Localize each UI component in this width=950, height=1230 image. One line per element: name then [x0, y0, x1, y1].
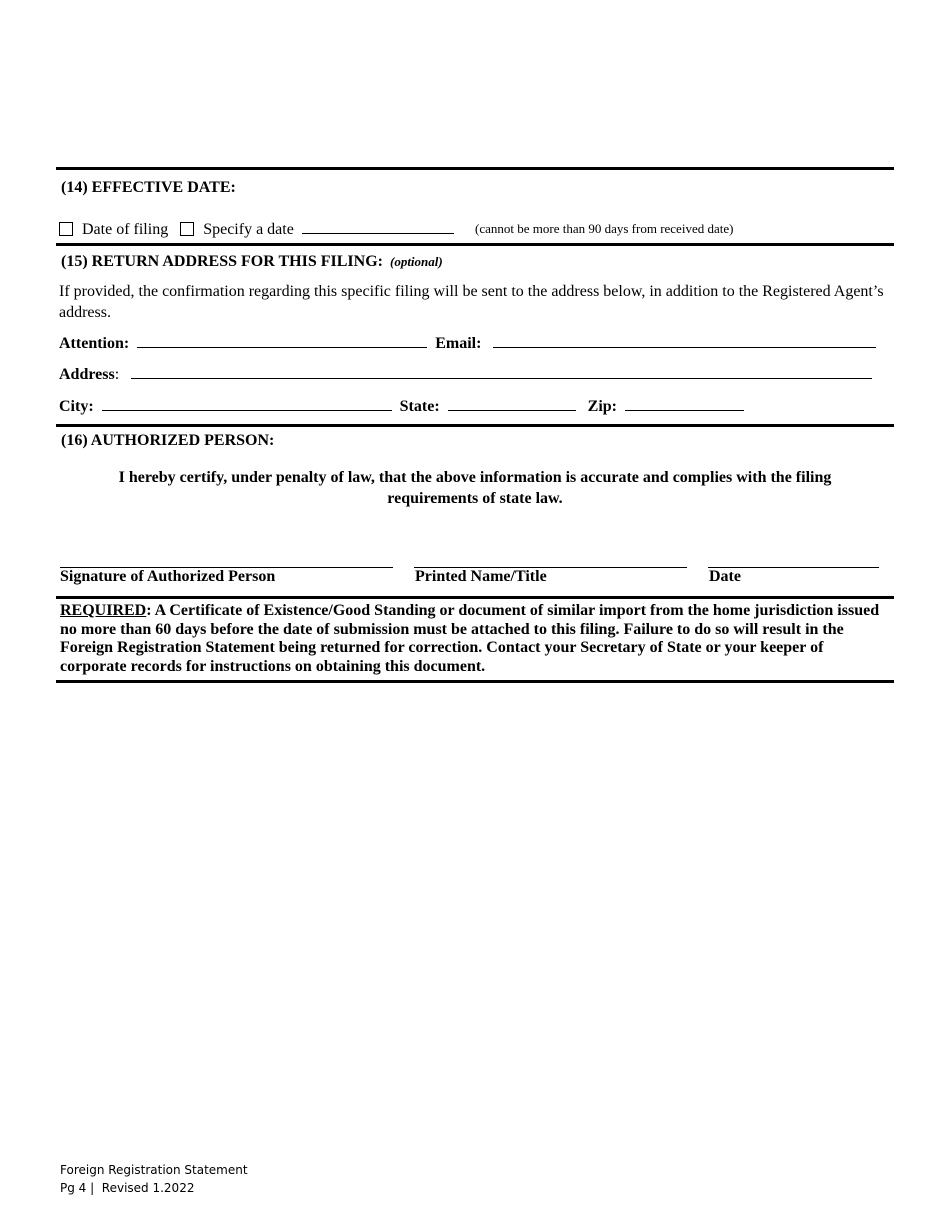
footer-form-name: Foreign Registration Statement [60, 1163, 248, 1177]
address-colon: : [114, 366, 120, 383]
attention-row [59, 333, 876, 354]
return-address-heading [61, 252, 443, 272]
authorized-person-heading: (16) AUTHORIZED PERSON: [61, 432, 275, 449]
specify-date-checkbox[interactable] [180, 222, 194, 236]
effective-date-note: (cannot be more than 90 days from received date) [475, 221, 734, 236]
return-address-title: (15) RETURN ADDRESS FOR THIS FILING: [61, 253, 383, 270]
section-divider-required [56, 596, 894, 599]
footer-page-info: Pg 4 | Revised 1.2022 [60, 1181, 195, 1195]
attention-label: Attention: [59, 335, 130, 352]
address-field[interactable] [131, 364, 872, 379]
address-row [59, 364, 872, 385]
section-divider-16 [56, 424, 894, 427]
date-of-filing-checkbox[interactable] [59, 222, 73, 236]
zip-field[interactable] [625, 396, 744, 411]
optional-tag: (optional) [389, 254, 443, 269]
section-divider-bottom [56, 680, 894, 683]
signature-label: Signature of Authorized Person [60, 568, 276, 585]
return-address-description: If provided, the confirmation regarding this specific filing will be sent to the address below, in addition to the Registered Agent’s address. [59, 283, 884, 321]
state-field[interactable] [448, 396, 576, 411]
required-label: REQUIRED [60, 602, 147, 619]
state-label: State: [399, 398, 440, 415]
specify-date-field[interactable] [302, 219, 454, 234]
required-text: : A Certificate of Existence/Good Standing or document of similar import from the home jurisdiction issued no more than 60 days before the date of submission must be attached to this filing. Failure to do so will result in the Foreign Registration Statement being returned for correction. Contact your Secretary of State or your keeper of corporate records for instructions on obtaining this document. [60, 602, 880, 675]
address-label: Address [59, 366, 115, 383]
date-label: Date [709, 568, 741, 585]
footer [60, 1161, 248, 1197]
required-notice [60, 602, 894, 676]
date-of-filing-label: Date of filing [82, 221, 169, 238]
email-label: Email: [435, 335, 482, 352]
city-state-zip-row [59, 396, 744, 417]
certification-statement: I hereby certify, under penalty of law, that the above information is accurate and complies with the filing requirements of state law. [118, 469, 832, 507]
effective-date-options [59, 219, 454, 240]
email-field[interactable] [493, 333, 876, 348]
specify-date-label: Specify a date [203, 221, 294, 238]
section-divider-top [56, 167, 894, 170]
section-divider-15 [56, 243, 894, 246]
city-label: City: [59, 398, 94, 415]
attention-field[interactable] [137, 333, 427, 348]
printed-name-label: Printed Name/Title [415, 568, 547, 585]
zip-label: Zip: [587, 398, 617, 415]
city-field[interactable] [102, 396, 392, 411]
effective-date-heading: (14) EFFECTIVE DATE: [61, 179, 236, 196]
